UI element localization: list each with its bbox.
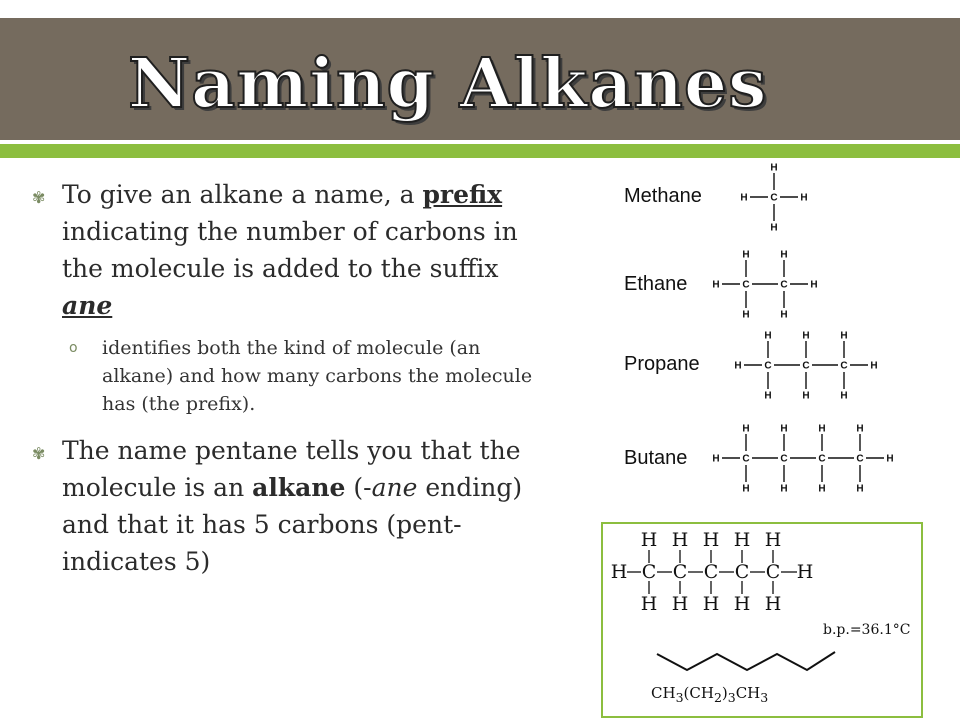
hydrogen-atom: H [800,192,808,204]
carbon-atom: C [765,561,781,583]
hydrogen-atom: H [764,529,782,551]
hydrogen-atom: H [810,279,818,291]
sub-bullet-item [30,334,540,418]
hydrogen-atom: H [780,423,788,435]
carbon-atom: C [641,561,657,583]
molecule-atoms [712,163,893,495]
structure-drawings [600,150,940,510]
hydrogen-atom: H [742,309,750,321]
keyword-ane-ending: ane [371,473,418,502]
hydrogen-atom: H [818,423,826,435]
sub-bullet-text: identifies both the kind of molecule (an alkane) and how many carbons the molecule has (the prefix). [102,337,533,415]
hydrogen-atom: H [671,593,689,615]
bullet-2-text-cont: (- [345,473,372,502]
carbon-atom: C [672,561,688,583]
hydrogen-atom: H [840,390,848,402]
hydrogen-atom: H [742,483,750,495]
hydrogen-atom: H [856,483,864,495]
keyword-prefix: prefix [422,180,503,209]
hydrogen-atom: H [712,453,720,465]
hydrogen-atom: H [733,529,751,551]
hydrogen-atom: H [640,593,658,615]
hydrogen-atom: H [802,390,810,402]
carbon-atom: C [856,453,864,465]
hydrogen-atom: H [733,593,751,615]
hydrogen-atom: H [856,423,864,435]
keyword-ane: ane [62,291,113,320]
hydrogen-atom: H [886,453,894,465]
hydrogen-atom: H [870,360,878,372]
bullet-2-text: The name pentane tells you that the molecule is an [62,436,521,502]
hydrogen-atom: H [840,330,848,342]
carbon-atom: C [764,360,772,372]
carbon-atom: C [742,453,750,465]
hydrogen-atom: H [770,222,778,234]
hydrogen-atom: H [742,249,750,261]
carbon-atom: C [840,360,848,372]
hydrogen-atom: H [764,330,772,342]
carbon-atom: C [818,453,826,465]
hydrogen-atom: H [764,390,772,402]
keyword-alkane: alkane [252,473,346,502]
label-methane: Methane [624,185,702,207]
pentane-figure [601,522,923,718]
hydrogen-atom: H [764,593,782,615]
bullet-1-text-cont: indicating the number of carbons in the molecule is added to the suffix [62,217,518,283]
circle-bullet-icon: o [69,340,78,356]
carbon-atom: C [770,192,778,204]
leaf-bullet-icon: ✾ [32,188,46,207]
hydrogen-atom: H [770,162,778,174]
hydrogen-atom: H [796,561,814,583]
hydrogen-atom: H [742,423,750,435]
hydrogen-atom: H [818,483,826,495]
slide-title: Naming Alkanes [128,44,768,124]
bullet-2-text-end: ending) and that it has 5 carbons (pent- indicates 5) [62,473,523,576]
bullet-item-2 [30,432,540,580]
hydrogen-atom: H [702,529,720,551]
hydrogen-atom: H [610,561,628,583]
pentane-skeletal-formula [657,652,835,670]
bullet-1-text: To give an alkane a name, a [62,180,423,209]
hydrogen-atom: H [671,529,689,551]
carbon-atom: C [703,561,719,583]
hydrogen-atom: H [740,192,748,204]
structural-formulas [600,150,940,510]
pentane-structure [603,524,921,684]
bullet-list [30,176,540,580]
label-butane: Butane [624,447,688,469]
hydrogen-atom: H [734,360,742,372]
label-ethane: Ethane [624,273,688,295]
hydrogen-atom: H [712,279,720,291]
carbon-atom: C [734,561,750,583]
condensed-formula: $CH_3(CH_2)_3CH_3$ [651,684,769,705]
hydrogen-atom: H [780,249,788,261]
carbon-atom: C [742,279,750,291]
carbon-atom: C [802,360,810,372]
carbon-atom: C [780,453,788,465]
carbon-atom: C [780,279,788,291]
hydrogen-atom: H [802,330,810,342]
label-propane: Propane [624,353,700,375]
molecule-bonds [722,173,884,482]
hydrogen-atom: H [780,483,788,495]
hydrogen-atom: H [780,309,788,321]
leaf-bullet-icon: ✾ [32,444,46,463]
boiling-point-label: b.p.=36.1°C [823,622,911,638]
hydrogen-atom: H [640,529,658,551]
bullet-item-1 [30,176,540,324]
hydrogen-atom: H [702,593,720,615]
